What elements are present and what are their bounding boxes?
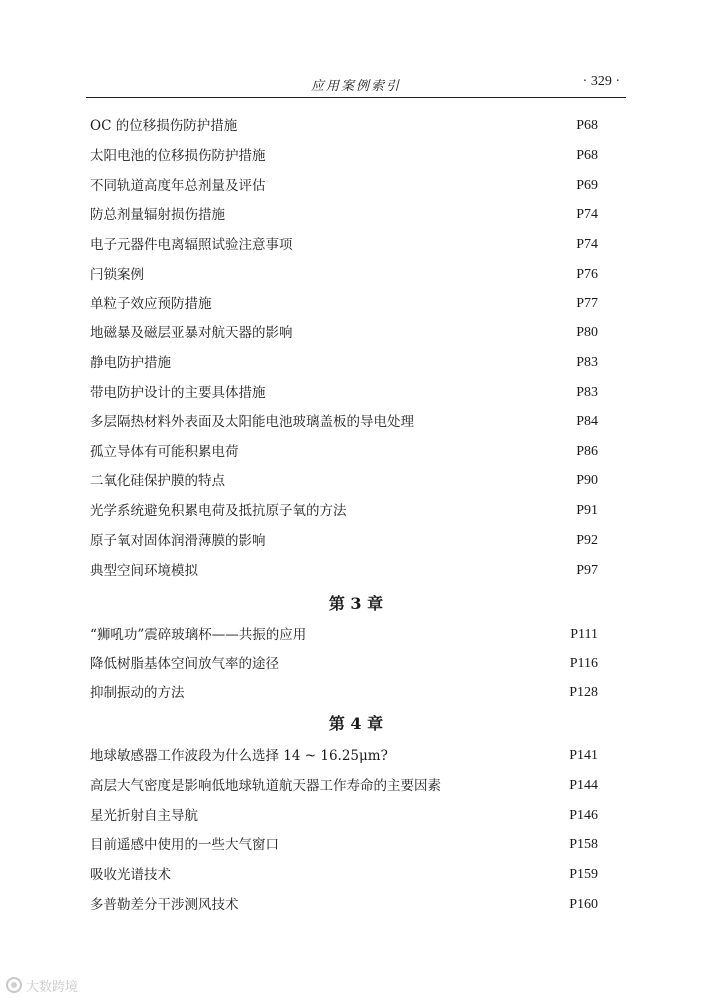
entry-title: 原子氧对固体润滑薄膜的影响 xyxy=(90,533,266,549)
entry-page: P91 xyxy=(576,503,598,518)
watermark-text: 大数跨境 xyxy=(26,979,79,995)
index-entry xyxy=(90,175,598,197)
entry-title: 光学系统避免积累电荷及抵抗原子氧的方法 xyxy=(90,503,347,519)
index-entry xyxy=(90,234,598,256)
entry-page: P92 xyxy=(576,533,598,548)
entry-title: OC 的位移损伤防护措施 xyxy=(90,118,238,134)
entry-page: P116 xyxy=(569,656,598,671)
entry-page: P158 xyxy=(569,837,598,852)
entry-page: P74 xyxy=(576,237,598,252)
index-entry xyxy=(90,500,598,522)
entry-title: 不同轨道高度年总剂量及评估 xyxy=(90,178,266,194)
entry-page: P86 xyxy=(576,444,598,459)
index-entry xyxy=(90,745,598,767)
entry-page: P68 xyxy=(576,148,598,163)
entry-page: P76 xyxy=(576,267,598,282)
entry-page: P84 xyxy=(576,414,598,429)
entry-title: 抑制振动的方法 xyxy=(90,685,185,701)
index-entry xyxy=(90,775,598,797)
entry-title: 多层隔热材料外表面及太阳能电池玻璃盖板的导电处理 xyxy=(90,414,414,430)
page-header xyxy=(86,73,626,95)
entry-title: 多普勒差分干涉测风技术 xyxy=(90,897,239,913)
index-entry xyxy=(90,560,598,582)
entry-title: 地磁暴及磁层亚暴对航天器的影响 xyxy=(90,325,293,341)
entry-title: 高层大气密度是影响低地球轨道航天器工作寿命的主要因素 xyxy=(90,778,441,794)
entry-title: 单粒子效应预防措施 xyxy=(90,296,212,312)
entry-page: P90 xyxy=(576,473,598,488)
entry-title: 电子元器件电离辐照试验注意事项 xyxy=(90,237,293,253)
index-entry xyxy=(90,145,598,167)
entry-title: 目前遥感中使用的一些大气窗口 xyxy=(90,837,279,853)
entry-page: P69 xyxy=(576,178,598,193)
entry-page: P77 xyxy=(576,296,598,311)
chapter-3-heading: 第 3 章 xyxy=(328,594,384,613)
index-entry xyxy=(90,204,598,226)
entry-page: P83 xyxy=(576,385,598,400)
entry-page: P146 xyxy=(569,808,598,823)
index-entry xyxy=(90,834,598,856)
entry-page: P128 xyxy=(569,685,598,700)
entry-title: 防总剂量辐射损伤措施 xyxy=(90,207,225,223)
entry-page: P160 xyxy=(569,897,598,912)
entry-title: 典型空间环境模拟 xyxy=(90,563,198,579)
entry-title: 地球敏感器工作波段为什么选择 14 ~ 16.25μm? xyxy=(90,748,388,764)
index-entry xyxy=(90,441,598,463)
index-entry xyxy=(90,894,598,916)
index-entry xyxy=(90,682,598,704)
entry-title: 星光折射自主导航 xyxy=(90,808,198,824)
index-entry xyxy=(90,470,598,492)
entry-title: 孤立导体有可能积累电荷 xyxy=(90,444,239,460)
index-entry xyxy=(90,530,598,552)
entry-title: “狮吼功”震碎玻璃杯——共振的应用 xyxy=(90,627,307,643)
watermark-logo-icon xyxy=(6,977,22,993)
index-entry xyxy=(90,864,598,886)
index-entry xyxy=(90,805,598,827)
entry-title: 太阳电池的位移损伤防护措施 xyxy=(90,148,266,164)
watermark xyxy=(6,974,78,996)
index-entry xyxy=(90,624,598,646)
entry-title: 二氧化硅保护膜的特点 xyxy=(90,473,225,489)
index-entry xyxy=(90,352,598,374)
header-divider xyxy=(86,97,626,98)
entry-page: P80 xyxy=(576,325,598,340)
index-entry xyxy=(90,115,598,137)
index-entry xyxy=(90,653,598,675)
entry-page: P159 xyxy=(569,867,598,882)
entry-page: P97 xyxy=(576,563,598,578)
entry-page: P141 xyxy=(569,748,598,763)
entry-page: P74 xyxy=(576,207,598,222)
entry-title: 降低树脂基体空间放气率的途径 xyxy=(90,656,279,672)
index-entry xyxy=(90,322,598,344)
index-entry xyxy=(90,293,598,315)
index-entry xyxy=(90,411,598,433)
entry-page: P83 xyxy=(576,355,598,370)
entry-title: 吸收光谱技术 xyxy=(90,867,171,883)
page-title: 应用案例索引 xyxy=(310,79,401,94)
chapter-4-heading: 第 4 章 xyxy=(328,714,384,733)
page-number: · 329 · xyxy=(582,74,620,89)
entry-page: P144 xyxy=(569,778,598,793)
entry-title: 闩锁案例 xyxy=(90,267,144,283)
entry-page: P111 xyxy=(570,627,598,642)
entry-page: P68 xyxy=(576,118,598,133)
entry-title: 带电防护设计的主要具体措施 xyxy=(90,385,266,401)
index-entry xyxy=(90,264,598,286)
index-entry xyxy=(90,382,598,404)
entry-title: 静电防护措施 xyxy=(90,355,171,371)
